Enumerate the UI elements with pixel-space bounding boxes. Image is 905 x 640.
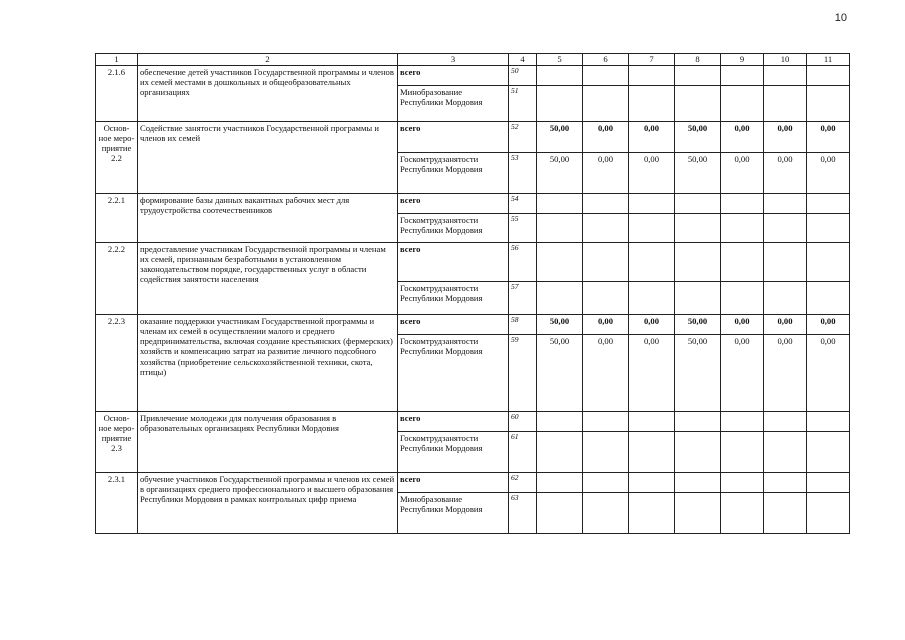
table-row	[96, 66, 850, 86]
value-cell	[629, 493, 675, 534]
value-cell	[721, 66, 764, 86]
value-cell: 50,00	[675, 153, 721, 194]
value-cell	[675, 473, 721, 493]
value-cell: 50,00	[537, 335, 583, 412]
funding-source: всего	[398, 412, 509, 432]
measure-name: оказание поддержки участникам Государственной программы и членам их семей в осуществлении малого и среднего предпринимательства, включая создание крестьянских (фермерских) хозяйств и компенсацию затрат на развитие личного подсобного хозяйства (приобретение сельскохозяйственной техники, скота, птицы)	[138, 315, 398, 412]
value-cell	[583, 473, 629, 493]
measure-code: Основ-ное меро-приятие 2.3	[96, 412, 138, 473]
value-cell	[764, 432, 807, 473]
funding-table	[95, 53, 850, 534]
page-number: 10	[834, 12, 847, 24]
value-cell: 50,00	[537, 153, 583, 194]
value-cell	[537, 66, 583, 86]
value-cell: 50,00	[537, 122, 583, 153]
value-cell	[537, 86, 583, 122]
header-row	[96, 54, 850, 66]
value-cell	[721, 86, 764, 122]
value-cell	[721, 214, 764, 243]
value-cell	[583, 432, 629, 473]
line-number: 59	[509, 335, 537, 412]
line-number: 63	[509, 493, 537, 534]
value-cell: 0,00	[764, 335, 807, 412]
value-cell: 0,00	[583, 153, 629, 194]
line-number: 55	[509, 214, 537, 243]
value-cell: 0,00	[807, 335, 850, 412]
line-number: 56	[509, 243, 537, 282]
value-cell: 0,00	[721, 122, 764, 153]
value-cell	[764, 214, 807, 243]
value-cell: 50,00	[675, 122, 721, 153]
value-cell	[764, 493, 807, 534]
header-cell: 10	[764, 54, 807, 66]
value-cell: 0,00	[764, 153, 807, 194]
value-cell	[629, 214, 675, 243]
value-cell	[629, 432, 675, 473]
value-cell	[764, 473, 807, 493]
line-number: 57	[509, 282, 537, 315]
measure-code: 2.2.1	[96, 194, 138, 243]
value-cell	[764, 66, 807, 86]
value-cell: 0,00	[764, 315, 807, 335]
header-cell: 11	[807, 54, 850, 66]
measure-name: предоставление участникам Государственной программы и членам их семей, признанным безработными в установленном законодательством порядке, государственных услуг в области содействия занятости населения	[138, 243, 398, 315]
value-cell	[807, 66, 850, 86]
value-cell: 0,00	[583, 335, 629, 412]
measure-name: формирование базы данных вакантных рабочих мест для трудоустройства соотечественников	[138, 194, 398, 243]
value-cell	[721, 412, 764, 432]
measure-name: обеспечение детей участников Государственной программы и членов их семей местами в дошкольных и общеобразовательных организациях	[138, 66, 398, 122]
value-cell	[764, 194, 807, 214]
value-cell	[721, 194, 764, 214]
measure-code: 2.2.3	[96, 315, 138, 412]
value-cell	[764, 86, 807, 122]
value-cell	[583, 412, 629, 432]
value-cell: 50,00	[675, 335, 721, 412]
table-row	[96, 412, 850, 432]
value-cell	[675, 194, 721, 214]
funding-source: Минобразование Республики Мордовия	[398, 493, 509, 534]
value-cell: 0,00	[807, 122, 850, 153]
value-cell	[764, 243, 807, 282]
value-cell	[537, 194, 583, 214]
header-cell: 6	[583, 54, 629, 66]
value-cell	[537, 214, 583, 243]
header-cell: 4	[509, 54, 537, 66]
table-row	[96, 122, 850, 153]
value-cell	[537, 412, 583, 432]
value-cell: 0,00	[629, 315, 675, 335]
table-row	[96, 315, 850, 335]
value-cell	[721, 243, 764, 282]
value-cell	[807, 412, 850, 432]
measure-name: Содействие занятости участников Государственной программы и членов их семей	[138, 122, 398, 194]
funding-source: всего	[398, 473, 509, 493]
line-number: 54	[509, 194, 537, 214]
value-cell	[721, 432, 764, 473]
table-body	[96, 66, 850, 534]
value-cell	[807, 194, 850, 214]
measure-code: 2.3.1	[96, 473, 138, 534]
measure-code: 2.1.6	[96, 66, 138, 122]
header-cell: 1	[96, 54, 138, 66]
line-number: 53	[509, 153, 537, 194]
table-row	[96, 473, 850, 493]
value-cell	[675, 432, 721, 473]
value-cell	[675, 214, 721, 243]
value-cell	[583, 66, 629, 86]
line-number: 51	[509, 86, 537, 122]
measure-code: 2.2.2	[96, 243, 138, 315]
value-cell	[537, 432, 583, 473]
value-cell	[721, 473, 764, 493]
funding-source: Госкомтрудзанятости Республики Мордовия	[398, 432, 509, 473]
value-cell	[675, 243, 721, 282]
value-cell: 0,00	[583, 122, 629, 153]
value-cell	[583, 194, 629, 214]
line-number: 60	[509, 412, 537, 432]
value-cell	[807, 86, 850, 122]
value-cell	[537, 473, 583, 493]
value-cell	[537, 243, 583, 282]
funding-source: Госкомтрудзанятости Республики Мордовия	[398, 335, 509, 412]
header-cell: 3	[398, 54, 509, 66]
value-cell	[675, 412, 721, 432]
header-cell: 2	[138, 54, 398, 66]
line-number: 58	[509, 315, 537, 335]
value-cell: 0,00	[721, 335, 764, 412]
value-cell	[583, 243, 629, 282]
value-cell	[629, 243, 675, 282]
measure-name: обучение участников Государственной программы и членов их семей в организациях среднего профессионального и высшего образования Республики Мордовия в рамках контрольных цифр приема	[138, 473, 398, 534]
value-cell	[721, 493, 764, 534]
funding-source: Госкомтрудзанятости Республики Мордовия	[398, 282, 509, 315]
value-cell	[583, 86, 629, 122]
funding-source: Госкомтрудзанятости Республики Мордовия	[398, 214, 509, 243]
value-cell	[807, 243, 850, 282]
value-cell: 0,00	[721, 153, 764, 194]
value-cell	[629, 86, 675, 122]
header-cell: 7	[629, 54, 675, 66]
value-cell	[629, 412, 675, 432]
value-cell	[807, 214, 850, 243]
value-cell	[675, 86, 721, 122]
value-cell	[537, 493, 583, 534]
value-cell: 0,00	[583, 315, 629, 335]
value-cell	[807, 473, 850, 493]
value-cell	[721, 282, 764, 315]
value-cell	[764, 412, 807, 432]
line-number: 62	[509, 473, 537, 493]
measure-name: Привлечение молодежи для получения образования в образовательных организациях Республики Мордовия	[138, 412, 398, 473]
value-cell	[583, 214, 629, 243]
value-cell	[629, 194, 675, 214]
table-row	[96, 243, 850, 282]
line-number: 52	[509, 122, 537, 153]
value-cell	[629, 282, 675, 315]
header-cell: 5	[537, 54, 583, 66]
line-number: 61	[509, 432, 537, 473]
value-cell	[764, 282, 807, 315]
value-cell: 0,00	[629, 153, 675, 194]
value-cell	[629, 473, 675, 493]
funding-source: всего	[398, 243, 509, 282]
funding-source: всего	[398, 194, 509, 214]
value-cell	[807, 493, 850, 534]
header-cell: 9	[721, 54, 764, 66]
header-cell: 8	[675, 54, 721, 66]
table-row	[96, 194, 850, 214]
measure-code: Основ-ное меро-приятие 2.2	[96, 122, 138, 194]
value-cell: 0,00	[764, 122, 807, 153]
funding-source: всего	[398, 315, 509, 335]
value-cell	[807, 432, 850, 473]
value-cell: 50,00	[675, 315, 721, 335]
value-cell: 0,00	[721, 315, 764, 335]
value-cell: 0,00	[629, 335, 675, 412]
value-cell	[583, 282, 629, 315]
line-number: 50	[509, 66, 537, 86]
value-cell: 50,00	[537, 315, 583, 335]
value-cell	[675, 66, 721, 86]
value-cell	[537, 282, 583, 315]
value-cell	[675, 493, 721, 534]
value-cell: 0,00	[807, 153, 850, 194]
funding-source: Минобразование Республики Мордовия	[398, 86, 509, 122]
funding-source: всего	[398, 122, 509, 153]
value-cell: 0,00	[807, 315, 850, 335]
value-cell	[807, 282, 850, 315]
value-cell	[583, 493, 629, 534]
funding-source: Госкомтрудзанятости Республики Мордовия	[398, 153, 509, 194]
value-cell: 0,00	[629, 122, 675, 153]
value-cell	[629, 66, 675, 86]
value-cell	[675, 282, 721, 315]
funding-source: всего	[398, 66, 509, 86]
